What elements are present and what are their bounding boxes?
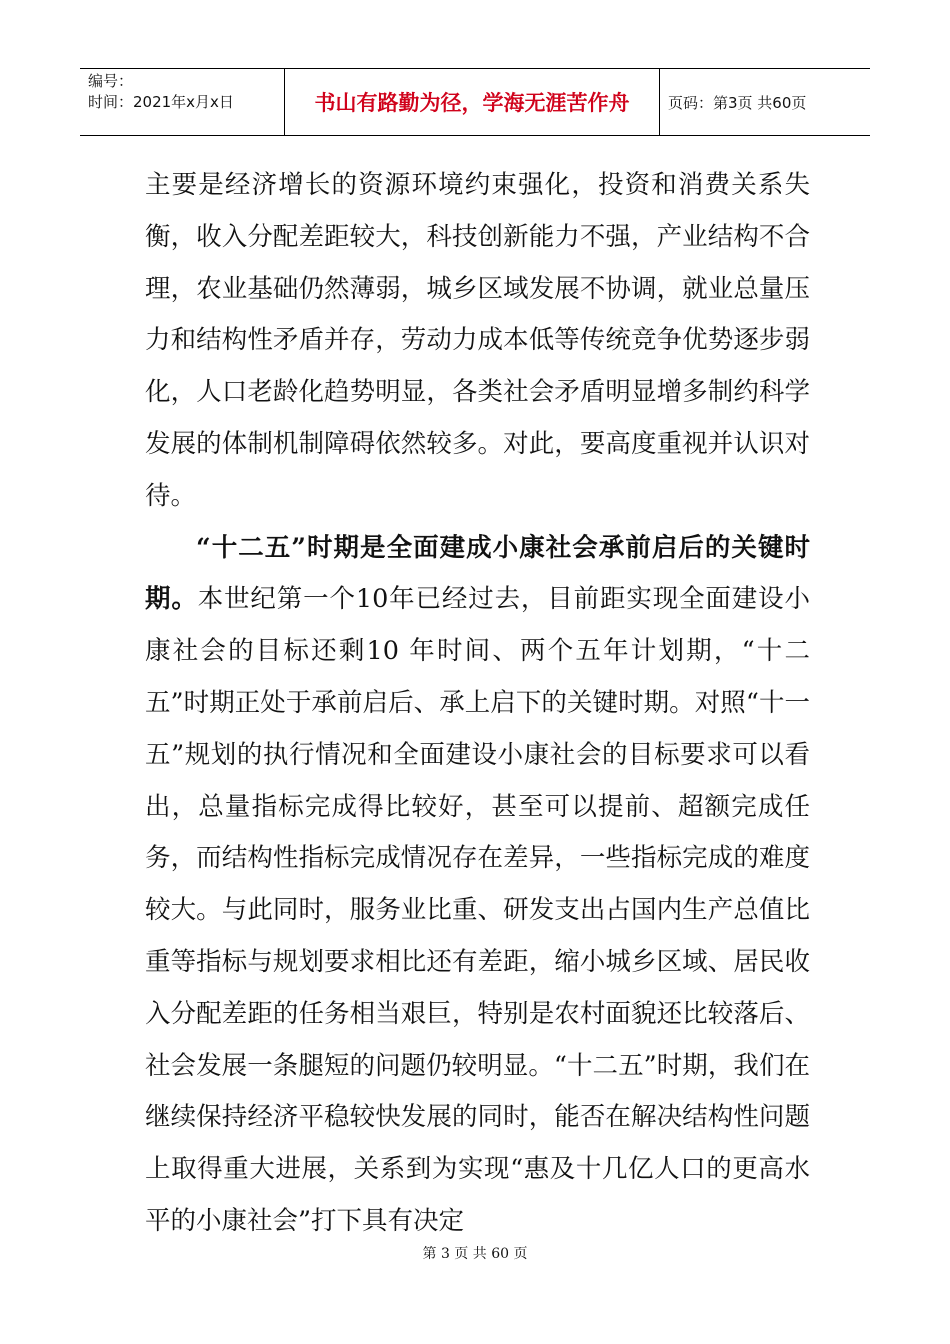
header-page-info: 页码：第3页 共60页 xyxy=(668,93,807,112)
header-meta xyxy=(80,69,285,135)
paragraph-2-text: 本世纪第一个10年已经过去，目前距实现全面建设小康社会的目标还剩10 年时间、两个五年计划期，“十二五”时期正处于承前启后、承上启下的关键时期。对照“十一五”规划的执行情况和全面建设小康社会的目标要求可以看出，总量指标完成得比较好，甚至可以提前、超额完成任务，而结构性指标完成情况存在差异，一些指标完成的难度较大。与此同时，服务业比重、研发支出占国内生产总值比重等指标与规划要求相比还有差距，缩小城乡区域、居民收入分配差距的任务相当艰巨，特别是农村面貌还比较落后、社会发展一条腿短的问题仍较明显。“十二五”时期，我们在继续保持经济平稳较快发展的同时，能否在解决结构性问题上取得重大进展，关系到为实现“惠及十几亿人口的更高水平的小康社会”打下具有决定 xyxy=(145,584,810,1236)
paragraph-2-lead: “十二五”时期是全面建成小康社会承前启后的关键时期。 xyxy=(145,532,810,615)
document-body xyxy=(145,160,810,1248)
page-header xyxy=(80,68,870,136)
time-label: 时间：2021年x月x日 xyxy=(88,93,234,111)
page-footer: 第 3 页 共 60 页 xyxy=(422,1246,528,1262)
header-motto: 书山有路勤为径，学海无涯苦作舟 xyxy=(285,69,660,135)
paragraph-2 xyxy=(145,523,810,1248)
paragraph-1 xyxy=(145,160,810,523)
paragraph-1-text: 主要是经济增长的资源环境约束强化，投资和消费关系失衡，收入分配差距较大，科技创新能力不强，产业结构不合理，农业基础仍然薄弱，城乡区域发展不协调，就业总量压力和结构性矛盾并存，劳动力成本低等传统竞争优势逐步弱化，人口老龄化趋势明显，各类社会矛盾明显增多制约科学发展的体制机制障碍依然较多。对此，要高度重视并认识对待。 xyxy=(145,170,810,511)
serial-label: 编号： xyxy=(88,72,134,90)
